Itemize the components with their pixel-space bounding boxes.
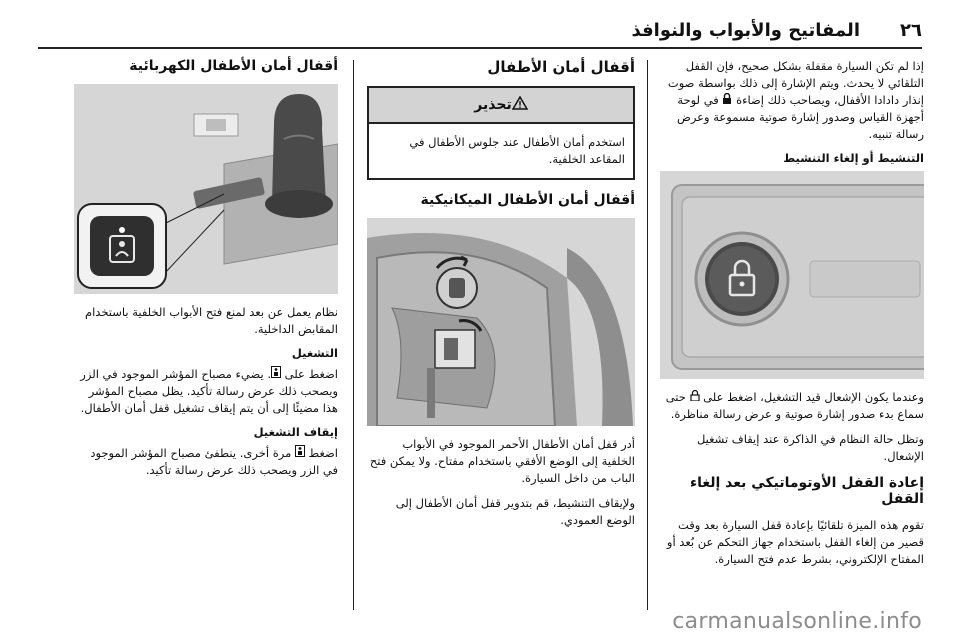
lock-indicator-icon xyxy=(722,92,732,109)
mech-lock-instruction: أدر قفل أمان الأطفال الأحمر الموجود في الأبواب الخلفية إلى الوضع الأفقي باستخدام مفتاح. ولا يمكن فتح الباب من داخل السيارة. xyxy=(369,437,635,485)
electric-locks-heading: أقفال أمان الأطفال الكهربائية xyxy=(129,58,338,74)
activation-instruction: اضغط على . يضيء مصباح المؤشر الموجود في الزر ويصحب ذلك عرض رسالة تأكيد. يظل مصباح المؤشر هذا مضيئًا إلى أن يتم إيقاف تشغيل قفل أمان الأطفال. xyxy=(80,367,338,415)
lock-button-image xyxy=(660,171,924,379)
electric-locks-intro: نظام يعمل عن بعد لمنع فتح الأبواب الخلفية باستخدام المقابض الداخلية. xyxy=(84,305,338,336)
relock-heading: إعادة القفل الأوتوماتيكي بعد إلغاء القفل xyxy=(689,475,924,507)
child-lock-icon xyxy=(271,366,281,383)
child-locks-heading: أقفال أمان الأطفال xyxy=(487,58,635,76)
page-title: المفاتيح والأبواب والنوافذ xyxy=(631,20,860,41)
warning-triangle-icon xyxy=(512,96,528,114)
column-middle xyxy=(367,58,635,537)
activate-instruction: وعندما يكون الإشعال قيد التشغيل، اضغط على حتى سماع بدء صدور إشارة صوتية و عرض رسالة مناظرة. xyxy=(665,390,924,421)
column-left xyxy=(74,58,338,487)
memory-note: وتظل حالة النظام في الذاكرة عند إيقاف تشغيل الإشعال. xyxy=(696,432,924,463)
page-number: ٢٦ xyxy=(900,20,922,41)
deactivation-subheading: إيقاف التشغيل xyxy=(253,425,338,439)
header-rule xyxy=(38,47,922,49)
warning-box xyxy=(367,86,635,180)
column-right xyxy=(660,58,924,576)
door-lock-image xyxy=(367,218,635,426)
relock-description: تقوم هذه الميزة تلقائيًا بإعادة قفل السيارة بعد وقت قصير من إلغاء القفل باستخدام جهاز التحكم عن بُعد أو المفتاح الإلكتروني، بشرط عدم فتح السيارة. xyxy=(666,518,924,566)
mech-lock-deactivate: ولإيقاف التنشيط، قم بتدوير قفل أمان الأطفال إلى الوضع العمودي. xyxy=(395,496,635,527)
auto-lock-intro: إذا لم تكن السيارة مقفلة بشكل صحيح، فإن القفل التلقائي لا يحدث. ويتم الإشارة إلى ذلك بواسطة صوت إنذار دادادا الأقفال، ويصاحب ذلك إضاءة في لوحة أجهزة القياس وصدور إشارة صوتية مسموعة وعرض رسالة تنبيه. xyxy=(667,59,924,141)
lock-indicator-icon xyxy=(690,389,700,406)
console-button-image xyxy=(74,84,338,294)
watermark: carmanualsonline.info xyxy=(672,609,922,634)
child-lock-icon xyxy=(295,445,305,462)
warning-body: استخدم أمان الأطفال عند جلوس الأطفال في المقاعد الخلفية. xyxy=(409,135,625,166)
activation-subheading: التشغيل xyxy=(291,346,338,360)
page-header xyxy=(0,0,960,52)
column-divider-left xyxy=(353,60,354,610)
warning-title: تحذير xyxy=(369,88,633,124)
deactivation-instruction: اضغط مرة أخرى. ينطفئ مصباح المؤشر الموجود في الزر ويصحب ذلك عرض رسالة تأكيد. xyxy=(90,446,338,477)
activate-heading: التنشيط أو إلغاء التنشيط xyxy=(783,151,924,165)
column-divider-right xyxy=(647,60,648,610)
mech-locks-heading: أقفال أمان الأطفال الميكانيكية xyxy=(420,192,635,208)
